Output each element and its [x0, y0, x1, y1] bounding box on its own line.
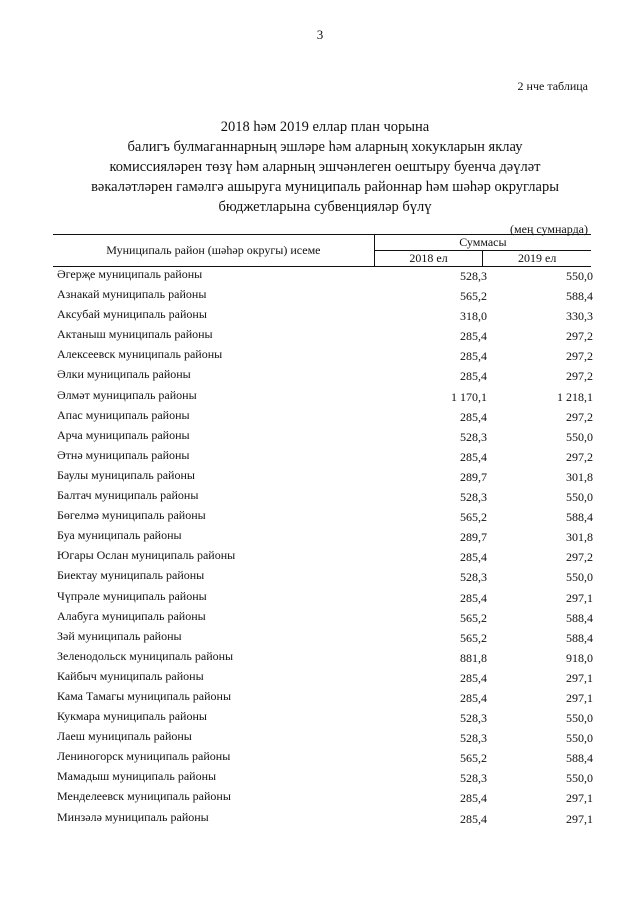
value-2018: 285,4 [460, 670, 487, 685]
value-2018: 565,2 [460, 630, 487, 645]
value-2018: 528,3 [460, 429, 487, 444]
table-row [57, 466, 593, 486]
value-2019: 550,0 [566, 771, 593, 786]
value-2019: 301,8 [566, 469, 593, 484]
value-2018: 528,3 [460, 490, 487, 505]
value-2019: 588,4 [566, 510, 593, 525]
value-2019: 297,2 [566, 550, 593, 565]
value-2018: 285,4 [460, 690, 487, 705]
value-2019: 588,4 [566, 751, 593, 766]
district-name: Аксубай муниципаль районы [57, 307, 207, 322]
district-name: Мамадыш муниципаль районы [57, 769, 217, 784]
district-name: Алабуга муниципаль районы [57, 608, 206, 623]
value-2018: 528,3 [460, 731, 487, 746]
district-name: Зеленодольск муниципаль районы [57, 648, 234, 663]
district-name: Чүпрәле муниципаль районы [57, 588, 207, 603]
header-year-2018: 2018 ел [374, 251, 483, 267]
table-row [57, 345, 593, 365]
value-2019: 550,0 [566, 490, 593, 505]
table-row [57, 767, 593, 787]
district-name: Лаеш муниципаль районы [57, 729, 192, 744]
value-2018: 285,4 [460, 449, 487, 464]
value-2019: 301,8 [566, 530, 593, 545]
document-title [60, 117, 590, 217]
table-row [57, 446, 593, 466]
header-name-column: Муниципаль район (шәһәр округы) исеме [53, 235, 374, 267]
table-row [57, 667, 593, 687]
title-line: балигъ булмаганнарның эшләре һәм аларның хокукларын яклау [127, 139, 523, 155]
title-line: бюджетларына субвенцияләр бүлү [218, 199, 432, 215]
unit-note: (мең сумнарда) [510, 222, 588, 236]
value-2019: 550,0 [566, 269, 593, 283]
value-2018: 528,3 [460, 269, 487, 283]
district-name: Минзәлә муниципаль районы [57, 809, 209, 824]
table-row [57, 687, 593, 707]
value-2019: 297,1 [566, 811, 593, 826]
value-2019: 297,2 [566, 349, 593, 364]
table-row [57, 587, 593, 607]
district-name: Югары Ослан муниципаль районы [57, 548, 236, 563]
value-2019: 297,1 [566, 690, 593, 705]
value-2018: 528,3 [460, 771, 487, 786]
value-2018: 289,7 [460, 469, 487, 484]
district-name: Менделеевск муниципаль районы [57, 789, 231, 804]
table-row [57, 265, 593, 285]
value-2018: 285,4 [460, 369, 487, 384]
table-row [57, 707, 593, 727]
table-row [57, 747, 593, 767]
table-row [57, 486, 593, 506]
value-2019: 550,0 [566, 711, 593, 726]
value-2018: 285,4 [460, 811, 487, 826]
value-2019: 550,0 [566, 429, 593, 444]
value-2019: 550,0 [566, 570, 593, 585]
value-2019: 297,1 [566, 590, 593, 605]
value-2018: 528,3 [460, 711, 487, 726]
value-2018: 1 170,1 [451, 389, 487, 404]
table-row [57, 787, 593, 807]
table-row [57, 285, 593, 305]
value-2018: 285,4 [460, 550, 487, 565]
district-name: Арча муниципаль районы [57, 427, 190, 442]
value-2019: 918,0 [566, 650, 593, 665]
value-2018: 565,2 [460, 610, 487, 625]
district-name: Әгерҗе муниципаль районы [57, 267, 203, 281]
value-2018: 285,4 [460, 349, 487, 364]
value-2019: 297,2 [566, 449, 593, 464]
district-name: Биектау муниципаль районы [57, 568, 205, 583]
title-line: 2018 һәм 2019 еллар план чорына [220, 119, 430, 135]
value-2018: 565,2 [460, 751, 487, 766]
title-line: вәкаләтләрен гамәлгә ашыруга муниципаль районнар һәм шәһәр округлары [91, 179, 559, 195]
table-row [57, 426, 593, 446]
district-name: Буа муниципаль районы [57, 528, 182, 543]
table-row [57, 607, 593, 627]
value-2018: 565,2 [460, 289, 487, 304]
district-name: Алексеевск муниципаль районы [57, 347, 223, 362]
header-sum-column: Суммасы [374, 235, 591, 251]
value-2019: 297,1 [566, 670, 593, 685]
table-label: 2 нче таблица [517, 79, 588, 93]
value-2019: 330,3 [566, 309, 593, 324]
district-name: Кайбыч муниципаль районы [57, 668, 204, 683]
table-row [57, 325, 593, 345]
value-2019: 1 218,1 [557, 389, 593, 404]
table-row [57, 566, 593, 586]
table-row [57, 546, 593, 566]
table-row [57, 526, 593, 546]
value-2019: 297,2 [566, 329, 593, 344]
district-name: Баулы муниципаль районы [57, 467, 195, 482]
value-2018: 285,4 [460, 590, 487, 605]
district-name: Лениногорск муниципаль районы [57, 749, 231, 764]
table-row [57, 305, 593, 325]
value-2018: 881,8 [460, 650, 487, 665]
page-number: 3 [316, 27, 324, 42]
value-2018: 565,2 [460, 510, 487, 525]
value-2019: 297,1 [566, 791, 593, 806]
value-2018: 285,4 [460, 329, 487, 344]
district-name: Кукмара муниципаль районы [57, 709, 207, 724]
value-2019: 588,4 [566, 630, 593, 645]
header-year-2019: 2019 ел [483, 251, 591, 267]
value-2019: 297,2 [566, 369, 593, 384]
value-2019: 588,4 [566, 289, 593, 304]
district-name: Апас муниципаль районы [57, 407, 190, 422]
table-body [57, 265, 593, 828]
value-2018: 285,4 [460, 791, 487, 806]
table-row [57, 386, 593, 406]
district-name: Азнакай муниципаль районы [57, 287, 207, 302]
table-row [57, 406, 593, 426]
district-name: Әлмәт муниципаль районы [57, 387, 197, 402]
table-row [57, 808, 593, 828]
value-2019: 588,4 [566, 610, 593, 625]
value-2019: 550,0 [566, 731, 593, 746]
district-name: Актаныш муниципаль районы [57, 327, 213, 342]
table-row [57, 727, 593, 747]
table-row [57, 365, 593, 385]
district-name: Әлки муниципаль районы [57, 367, 191, 382]
value-2019: 297,2 [566, 409, 593, 424]
table-row [57, 506, 593, 526]
district-name: Кама Тамагы муниципаль районы [57, 688, 232, 703]
district-name: Балтач муниципаль районы [57, 488, 199, 503]
district-name: Бөгелмә муниципаль районы [57, 508, 206, 523]
district-name: Зәй муниципаль районы [57, 628, 182, 643]
table-row [57, 627, 593, 647]
district-name: Әтнә муниципаль районы [57, 447, 190, 462]
value-2018: 289,7 [460, 530, 487, 545]
title-line: комиссияләрен төзү һәм аларның эшчәнлеген оештыру буенча дәүләт [109, 159, 541, 175]
table-row [57, 647, 593, 667]
value-2018: 285,4 [460, 409, 487, 424]
table-header [53, 234, 591, 267]
value-2018: 318,0 [460, 309, 487, 324]
value-2018: 528,3 [460, 570, 487, 585]
